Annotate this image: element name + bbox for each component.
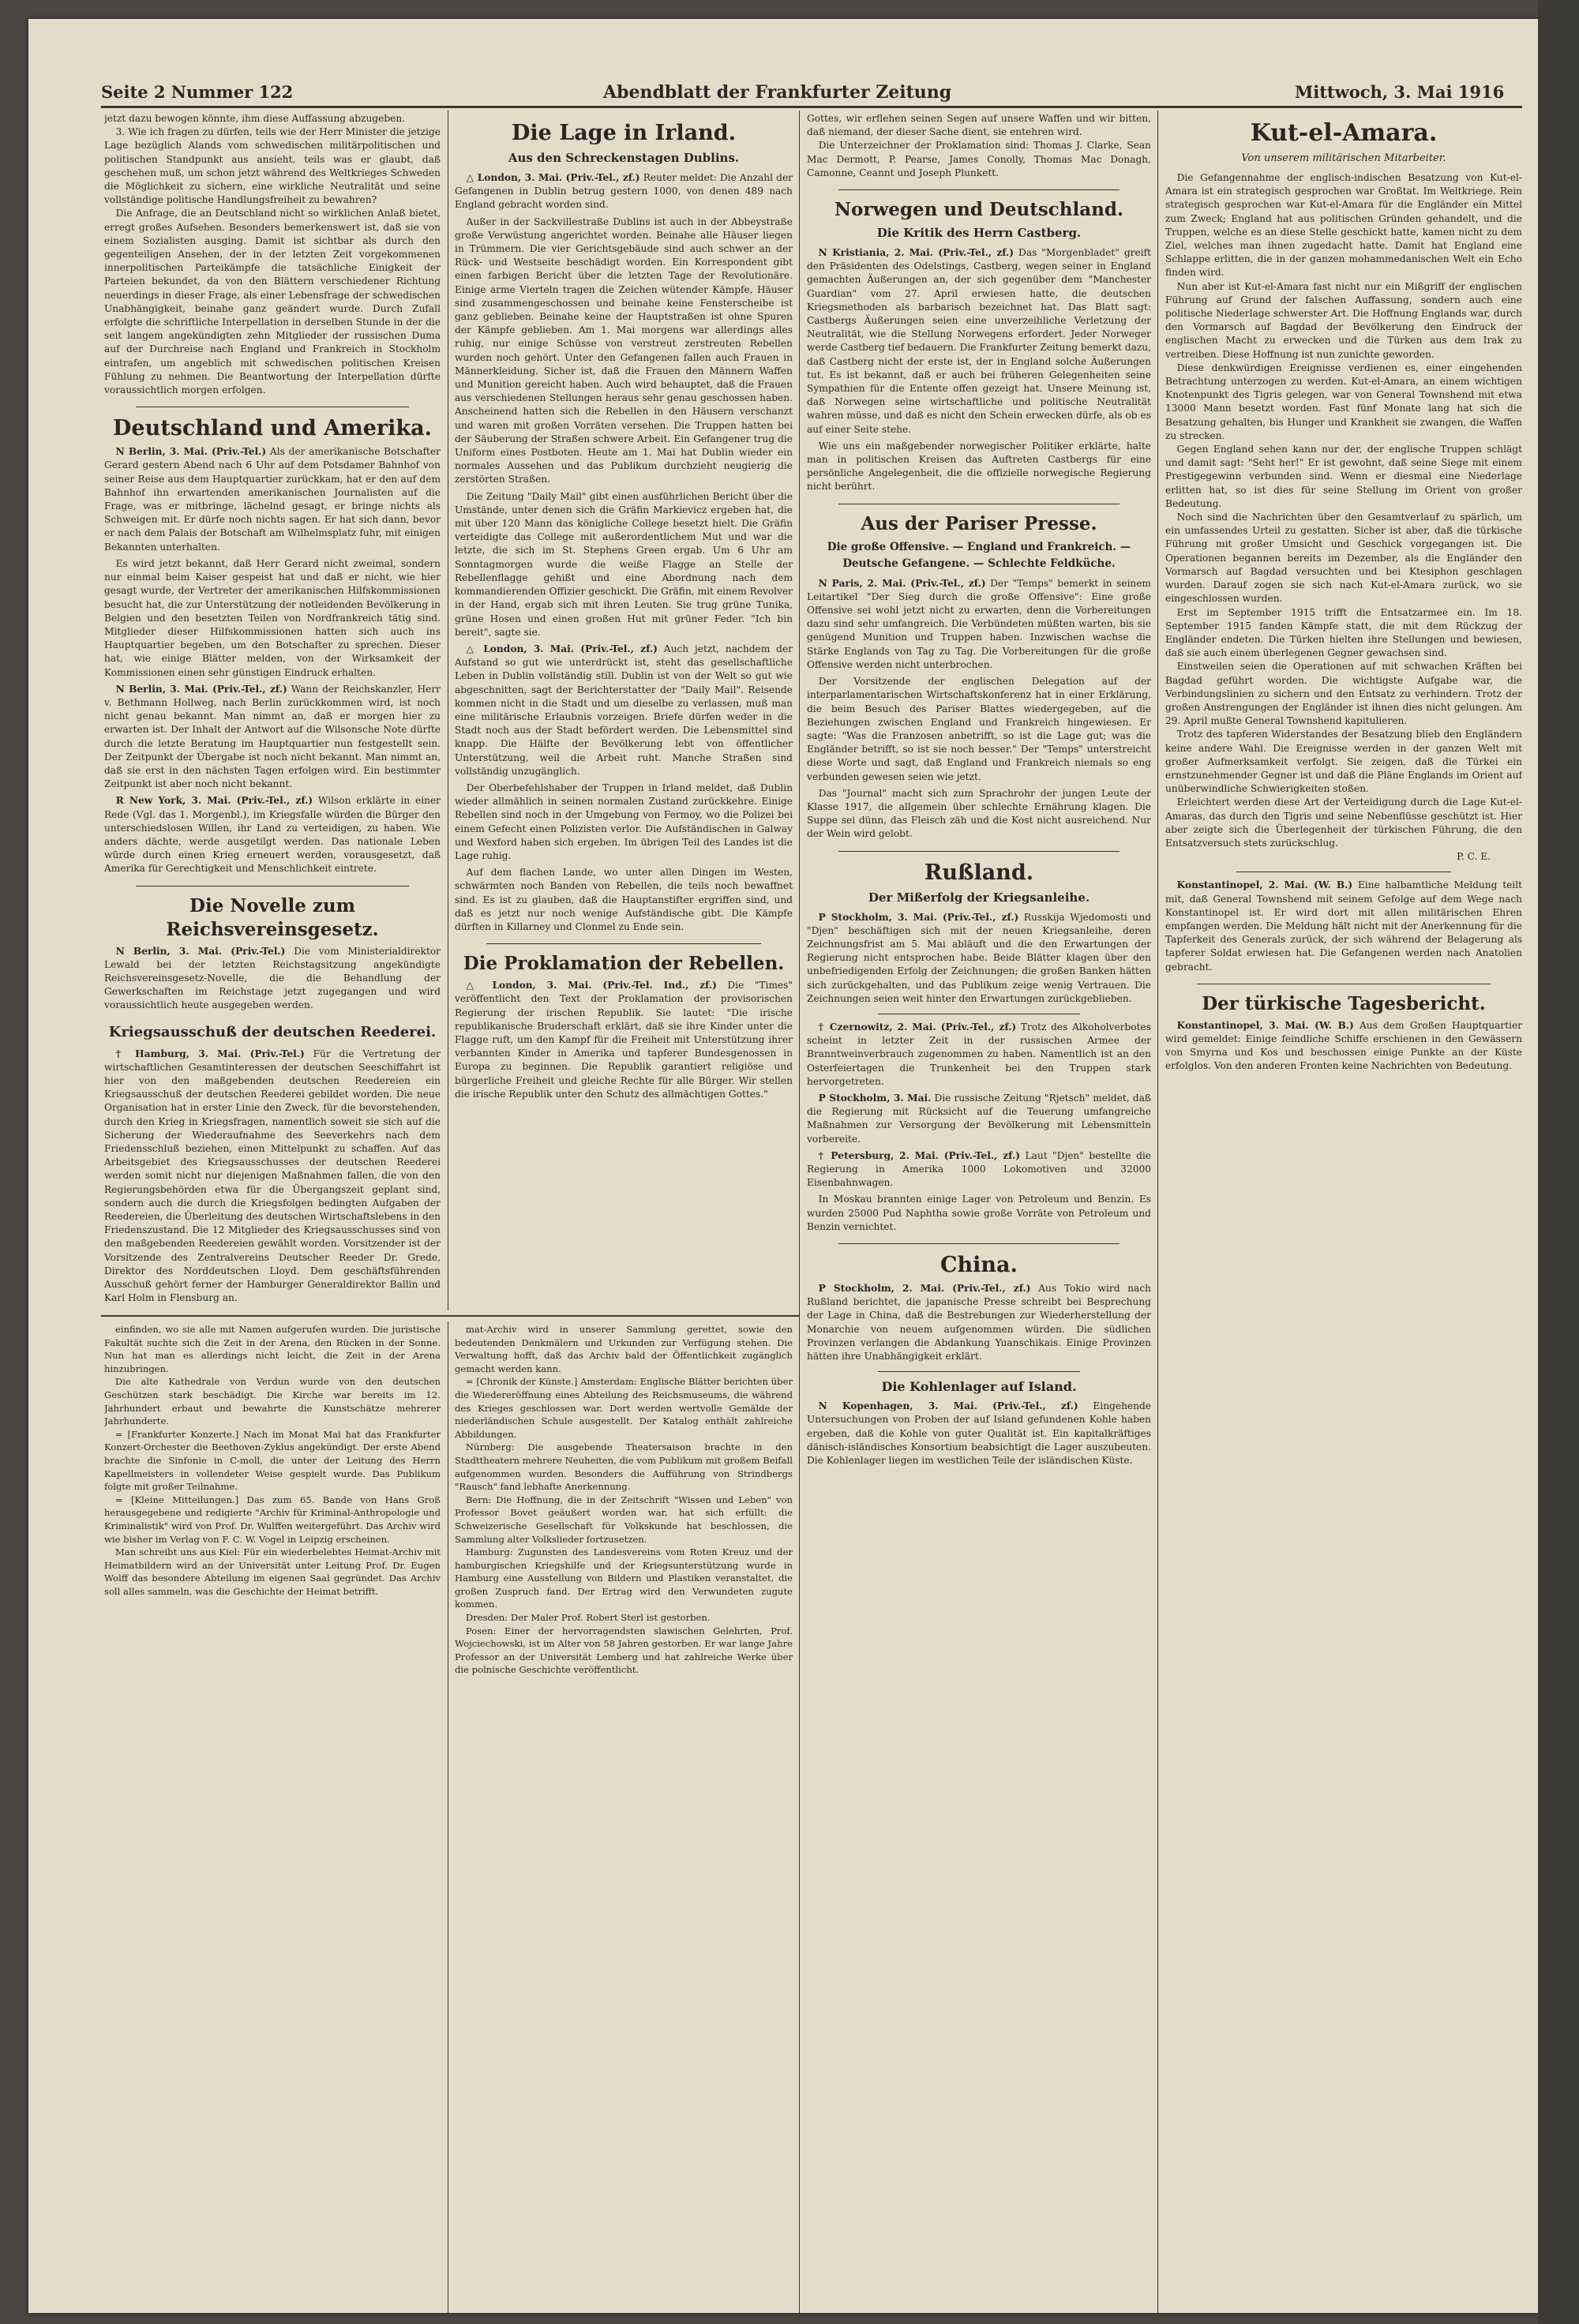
headline-proklamation: Die Proklamation der Rebellen.: [463, 953, 785, 975]
dateline: P Stockholm, 2. Mai. (Priv.-Tel., zf.): [818, 1283, 1031, 1294]
column-3: [807, 112, 1151, 2307]
dateline: N Paris, 2. Mai. (Priv.-Tel., zf.): [818, 577, 986, 589]
masthead-rule: [101, 106, 1522, 108]
dateline: † Hamburg, 3. Mai. (Priv.-Tel.): [115, 1048, 305, 1059]
article-text: Als der amerikanische Botschafter Gerard gestern Abend nach 6 Uhr auf dem Potsdamer Bahnhof von seiner Reise aus dem Hauptquartier zurückkam, hat er den auf dem Bahnhof ihn erwartenden amerikanischen Journalisten auf die Frage, was er mitbringe, lächelnd gesagt, er bringe nichts als Schweigen mit. Er dürfe noch nichts sagen. Er hat sich dann, bevor er nach dem Palais der Botschaft am Wilhelmsplatz fuhr, mit einigen Bekannten unterhalten.: [104, 446, 441, 553]
article-separator: [486, 943, 761, 944]
article-text: Auch jetzt, nachdem der Aufstand so gut wie unterdrückt ist, steht das gesellschaftliche Leben in Dublin vollständig still. Dublin ist von der Welt so gut wie abgeschnitten, sagt der Berichterstatter der "Daily Mail". Reisende kommen nicht in die Stadt und um dieselbe zu verlassen, muß man eine militärische Erlaubnis vorzeigen. Briefe dürfen weder in die Stadt noch aus der Stadt befördert werden. Die Lebensmittel sind knapp. Die Hälfte der Bevölkerung lebt von öffentlicher Unterstützung, weil die Arbeit ruht. Manche Straßen sind vollständig unzugänglich.: [455, 643, 793, 777]
feuilleton-paragraph: Nürnberg: Die ausgebende Theatersaison brachte in den Stadttheatern mehrere Neuheiten, die vom Publikum mit großem Beifall aufgenommen wurden. Besonders die Aufführung von Strindbergs "Rausch" fand lebhafte Anerkennung.: [455, 1441, 793, 1493]
dateline: † Petersburg, 2. Mai. (Priv.-Tel., zf.): [818, 1149, 1020, 1161]
dateline: N Kristiania, 2. Mai. (Priv.-Tel., zf.): [818, 247, 1015, 259]
headline-irland: Die Lage in Irland.: [512, 121, 736, 145]
dateline: △ London, 3. Mai. (Priv.-Tel., zf.): [466, 172, 640, 183]
dateline: N Berlin, 3. Mai. (Priv.-Tel.): [115, 446, 267, 458]
article-text: Der "Temps" bemerkt in seinem Leitartikel "Der Sieg durch die große Offensive": Eine große Offensive sei wohl jetzt nicht zu erwarten, denn die Vorbereitungen dazu sind sehr umfangreich. Die Verbündeten müßten warten, bis sie genügend Munition und Truppen haben. Inzwischen wachse die Stärke Englands von Tag zu Tag. Die Vorbereitungen für die große Offensive werden nicht unterbrochen.: [807, 577, 1151, 670]
feuilleton-paragraph: Man schreibt uns aus Kiel: Für ein wiederbelebtes Heimat-Archiv mit Heimatbildern wird an der Universität unter Leitung Prof. Dr. Eugen Wolff das besondere Abteilung im eigenen Saal gegründet. Das Archiv soll alles sammeln, was die Geschichte der Heimat betrifft.: [104, 1546, 441, 1597]
headline-tagesbericht: Der türkische Tagesbericht.: [1202, 992, 1486, 1014]
article-text: Eingehende Untersuchungen von Proben der auf Island gefundenen Kohle haben ergeben, daß die Kohle von guter Qualität ist. Ein kapitalkräftiges dänisch-isländisches Konsortium beabsichtigt die Lager auszubeuten. Die Kohlenlager liegen im westlichen Teile der isländischen Küste.: [807, 1400, 1151, 1467]
headline-pariser-presse: Aus der Pariser Presse.: [861, 512, 1097, 534]
headline-norwegen: Norwegen und Deutschland.: [835, 199, 1123, 221]
article-paragraph: Die Gefangennahme der englisch-indischen Besatzung von Kut-el-Amara ist ein strategisch gesprochen war Großtat. Im Weltkriege. Rein strategisch gesprochen war Kut-el-Amara für die Engländer ein Mittel zum Zweck; England hat aus politischen Gründen gehandelt, und die Truppen, welche es an diese Stelle geschickt hatte, kamen nicht zu dem Ziel, welches man ihnen zugedacht hatte. Damit hat England eine Schlappe erlitten, die in der ganzen mohammedanischen Welt ein Echo finden wird.: [1165, 172, 1522, 279]
column-rule: [1157, 111, 1158, 2313]
article-text: Trotz des Alkoholverbotes scheint in letzter Zeit in der russischen Armee der Branntweinverbrauch zugenommen zu haben. Namentlich ist an den Osterfeiertagen die Trunkenheit bei den Truppen stark hervorgetreten.: [807, 1021, 1151, 1087]
feuilleton-left: [104, 1323, 441, 2307]
headline-kut-el-amara: Kut-el-Amara.: [1250, 119, 1438, 147]
headline-reichsvereinsgesetz: Die Novelle zum Reichsvereinsgesetz.: [166, 894, 379, 940]
article-separator: [838, 1243, 1120, 1244]
article-text: Laut "Djen" bestellte die Regierung in Amerika 1000 Lokomotiven und 32000 Eisenbahnwagen.: [807, 1149, 1151, 1189]
article-separator: [878, 1371, 1080, 1372]
signature: P. C. E.: [1457, 851, 1491, 863]
feuilleton-paragraph: Posen: Einer der hervorragendsten slawischen Gelehrten, Prof. Wojciechowski, ist im Alter von 58 Jahren gestorben. Er war lange Jahre Professor an der Universität Lemberg und hat zahlreiche Werke über die polnische Geschichte veröffentlicht.: [455, 1625, 793, 1676]
article-text: Die russische Zeitung "Rjetsch" meldet, daß die Regierung mit Rücksicht auf die Teuerung umfangreiche Maßnahmen zur Versorgung der Bevölkerung mit Lebensmitteln vorbereite.: [807, 1092, 1151, 1145]
headline-china: China.: [940, 1253, 1018, 1277]
dateline: △ London, 3. Mai. (Priv.-Tel., zf.): [466, 643, 658, 654]
feuilleton-paragraph: = [Chronik der Künste.] Amsterdam: Englische Blätter berichten über die Wiedereröffnung eines Abteilung des Reichsmuseums, die während des Krieges geschlossen war. Dort werden wertvolle Gemälde der niederländischen Schule ausgestellt. Der Katalog enthält zahlreiche Abbildungen.: [455, 1376, 793, 1440]
intro-paragraph: Die Anfrage, die an Deutschland nicht so wirklichen Anlaß bietet, erregt großes Aufsehen. Besonders bemerkenswert ist, daß sie von einem Sozialisten ausging. Damit ist sichtbar als durch den gegenteiligen Ansehen, der in der letzten Zeit vorgekommenen innerpolitischen Parteikämpfe die tatsächliche Einigkeit der Parteien bekundet, da von den Blättern verschiedener Richtung neuerdings in dieser Frage, als einer Lebensfrage der schwedischen Unabhängigkeit, beinahe ganz geändert wurde. Durch Zufall erfolgte die schriftliche Interpellation in derselben Stunde in der die seit langem angekündigten zehn Mitglieder der russischen Duma auf der Durchreise nach England und Frankreich in Stockholm eintrafen, um angeblich mit schwedischen politischen Kreisen Fühlung zu nehmen. Die Beantwortung der Interpellation dürfte voraussichtlich morgen erfolgen.: [104, 208, 441, 396]
feuilleton-paragraph: Bern: Die Hoffnung, die in der Zeitschrift "Wissen und Leben" von Professor Bovet geäußert worden war, hat sich erfüllt: die Schweizerische Gesellschaft für Volkskunde hat beschlossen, die Sammlung alter Volkslieder fortzusetzen.: [455, 1494, 793, 1545]
column-1: [104, 112, 441, 1310]
dateline: N Kopenhagen, 3. Mai. (Priv.-Tel., zf.): [818, 1400, 1078, 1412]
article-text: Aus dem Großen Hauptquartier wird gemeldet: Einige feindliche Schiffe erschienen in den Gewässern von Smyrna und Kos und beschossen einige Punkte an der Küste erfolglos. Von den anderen Fronten keine Nachrichten von Bedeutung.: [1165, 1019, 1522, 1072]
newspaper-page: [28, 19, 1538, 2313]
intro-paragraph: 3. Wie ich fragen zu dürfen, teils wie der Herr Minister die jetzige Lage bezüglich Alands vom schwedischen militärpolitischen und politischen Standpunkt aus ansieht, teils was er glaubt, daß geschehen muß, um schon jetzt während des Weltkrieges Schweden die Möglichkeit zu sichern, eine wirkliche Neutralität und seine vollständige politische Handlungsfreiheit zu bewahren?: [104, 126, 441, 206]
feuilleton-paragraph: einfinden, wo sie alle mit Namen aufgerufen wurden. Die juristische Fakultät suchte sich die Zeit in der Arena, den Rücken in der Sonne. Nun hat man es allerdings nicht leicht, die Zeit in der Arena hinzubringen.: [104, 1324, 441, 1374]
article-paragraph: Noch sind die Nachrichten über den Gesamtverlauf zu spärlich, um ein umfassendes Urteil zu gestatten. Sicher ist aber, daß die türkische Führung mit großer Umsicht und Geschick vorgegangen ist. Die Operationen begannen bereits im Dezember, als die Engländer den Vormarsch auf Bagdad versuchten und bei Ktesiphon geschlagen wurden. Darauf zogen sie sich nach Kut-el-Amara zurück, wo sie eingeschlossen wurden.: [1165, 512, 1522, 605]
article-text: Die vom Ministerialdirektor Lewald bei der letzten Reichstagsitzung angekündigte Reichsvereinsgesetz-Novelle, die die Behandlung der Gewerkschaften im Reichstage jetzt zugegangen und wird voraussichtlich heute ausgegeben werden.: [104, 945, 441, 1011]
feuilleton-paragraph: = [Frankfurter Konzerte.] Nach im Monat Mai hat das Frankfurter Konzert-Orchester die Beethoven-Zyklus angekündigt. Der erste Abend brachte die Sinfonie in C-moll, die unter der Leitung des Herrn Kapellmeisters in vollendeter Weise gespielt wurde. Das Publikum folgte mit großer Teilnahme.: [104, 1428, 441, 1493]
intro-paragraph: Die Unterzeichner der Proklamation sind: Thomas J. Clarke, Sean Mac Dermott, P. Pearse, James Conolly, Thomas Mac Donagh, Camonne, Ceannt und Joseph Plunkett.: [807, 140, 1151, 178]
dateline: △ London, 3. Mai. (Priv.-Tel. Ind., zf.): [466, 980, 717, 991]
article-text: Russkija Wjedomosti und "Djen" beschäftigen sich mit der neuen Kriegsanleihe, deren Zeichnungsfrist am 5. Mai abläuft und die den Erwartungen der Regierung nicht entsprochen habe. Beide Blätter klagen über den unbefriedigenden Erfolg der Zeichnungen; die großen Banken hätten sich zurückgehalten, und das Publikum zeige wenig Vertrauen. Die Zeichnungen seien weit hinter den Erwartungen zurückgeblieben.: [807, 911, 1151, 1004]
article-separator: [838, 189, 1120, 190]
issue-date: Mittwoch, 3. Mai 1916: [1295, 82, 1505, 102]
article-text: Für die Vertretung der wirtschaftlichen Gesamtinteressen der deutschen Seeschiffahrt ist hier von den maßgebenden deutschen Reedereien ein Kriegsausschuß der deutschen Reederei gebildet worden. Die neue Organisation hat in erster Linie den Zweck, für die bevorstehenden, durch den Krieg in Kriegsfragen, namentlich soweit sie sich auf die Sicherung der Wiederaufnahme des Seeverkehrs nach dem Friedensschluß beziehen, einen Mittelpunkt zu schaffen. Auf das Arbeitsgebiet des Kriegsausschusses der deutschen Reederei werden somit nicht nur diejenigen Maßnahmen fallen, die von den Regierungsbehörden etwa für die Übergangszeit geplant sind, sondern auch die durch die Kriegsfolgen bedingten Aufgaben der Reedereien, die Überleitung des deutschen Wirtschaftslebens in den Friedenszustand. Die 12 Mitglieder des Kriegsausschusses sind von den maßgebenden Reedereien gewählt worden. Vorsitzender ist der Vorsitzende des Zentralvereins Deutscher Reeder Dr. Grede, Direktor des Norddeutschen Lloyd. Dem geschäftsführenden Ausschuß gehört ferner der Hamburger Generaldirektor Ballin und Karl Holm in Flensburg an.: [104, 1048, 441, 1304]
subhead-pariser-presse: Die große Offensive. — England und Frankreich. — Deutsche Gefangene. — Schlechte Feldküche.: [827, 540, 1131, 570]
article-paragraph: Erleichtert werden diese Art der Verteidigung durch die Lage Kut-el-Amaras, das durch den Tigris und seine Nebenflüsse geschützt ist. Hier aber zeigte sich die Überlegenheit der türkischen Führung, die den Entsatzversuch stets zurückschlug.: [1165, 797, 1522, 849]
article-text: Eine halbamtliche Meldung teilt mit, daß General Townshend mit seinem Gefolge auf dem Wege nach Konstantinopel ist. Er wird dort mit allen militärischen Ehren empfangen werden. Die Meldung hält nicht mit der Anerkennung für die Tapferkeit des Generals zurück, der sich während der Belagerung als tapferer Soldat erwiesen hat. Die Gefangenen werden nach Anatolien gebracht.: [1165, 879, 1522, 973]
intro-paragraph: jetzt dazu bewogen könnte, ihm diese Auffassung abzugeben.: [104, 113, 406, 124]
dateline: Konstantinopel, 2. Mai. (W. B.): [1176, 879, 1353, 891]
headline-kohlenlager: Die Kohlenlager auf Island.: [881, 1379, 1077, 1395]
book-spine: [1538, 0, 1579, 2324]
column-2: [455, 112, 793, 1310]
article-paragraph: Nun aber ist Kut-el-Amara fast nicht nur ein Mißgriff der englischen Führung auf Grund der falschen Auffassung, sondern auch eine politische Niederlage schwerster Art. Die Hoffnung Englands war, durch den Vormarsch auf Bagdad der Bevölkerung den Eindruck der englischen Macht zu erwecken und die Türken aus dem Irak zu vertreiben. Diese Hoffnung ist nun zunichte geworden.: [1165, 280, 1522, 360]
article-text: Reuter meldet: Die Anzahl der Gefangenen in Dublin betrug gestern 1000, von denen 489 nach England gebracht worden sind.: [455, 172, 793, 211]
headline-reederei: Kriegsausschuß der deutschen Reederei.: [108, 1023, 437, 1040]
byline: Von unserem militärischen Mitarbeiter.: [1241, 152, 1446, 164]
dateline: Konstantinopel, 3. Mai. (W. B.): [1176, 1019, 1354, 1031]
article-text: In Moskau brannten einige Lager von Petroleum und Benzin. Es wurden 25000 Pud Naphtha sowie große Vorräte von Petroleum und Benzin vernichtet.: [807, 1194, 1151, 1232]
feuilleton-paragraph: Die alte Kathedrale von Verdun wurde von den deutschen Geschützen stark beschädigt. Die Kirche war bereits im 12. Jahrhundert erbaut und bewahrte die Kunstschätze mehrerer Jahrhunderte.: [104, 1376, 441, 1427]
feuilleton-right: [455, 1323, 793, 2307]
dateline: P Stockholm, 3. Mai.: [818, 1092, 932, 1104]
article-text: Das "Journal" macht sich zum Sprachrohr der jungen Leute der Klasse 1917, die allgemein über schlechte Ernährung klagen. Die Suppe sei dünn, das Fleisch zäh und die Kost nicht ausreichend. Nur der Wein wird gelobt.: [807, 787, 1151, 840]
article-text: Es wird jetzt bekannt, daß Herr Gerard nicht zweimal, sondern nur einmal beim Kaiser gespeist hat und daß er nicht, wie hier gesagt wurde, der Vertreter der amerikanischen Hilfskommissionen besucht hat, die zur Unterstützung der notleidenden Bevölkerung in Belgien und den besetzten Teilen von Nordfrankreich tätig sind. Mitglieder dieser Hilfskommissionen hatten sich auch ins Hauptquartier begeben, um den Botschafter zu sprechen. Dieser hat, wie einige Blätter melden, von der Wirksamkeit der Kommissionen einen sehr günstigen Eindruck erhalten.: [104, 557, 441, 678]
article-text: Das "Morgenbladet" greift den Präsidenten des Odelstings, Castberg, wegen seiner in England gemachten Äußerungen an, der sich gegenüber dem "Manchester Guardian" vom 27. April erwiesen hatte, die deutschen Kriegsmethoden als barbarisch bezeichnet hat. Das Blatt sagt: Castbergs Äußerungen seien eine unverzeihliche Verletzung der Neutralität, wie die Stellung Norwegens erfordert. Jeder Norweger werde Castberg tief bedauern. Die Frankfurter Zeitung bemerkt dazu, daß Castberg nicht der erste ist, der in England solche Äußerungen tut. Es ist bekannt, daß er auch bei früheren Gelegenheiten seine Sympathien für die Entente offen gezeigt hat. Unsere Meinung ist, daß Norwegen seine wirtschaftliche und politische Neutralität wahren müsse, und daß es nicht den Schein erwecken dürfe, als ob es auf einer Seite stehe.: [807, 247, 1151, 435]
subhead-dublin: Aus den Schreckenstagen Dublins.: [508, 151, 740, 165]
feuilleton-paragraph: Dresden: Der Maler Prof. Robert Sterl ist gestorben.: [465, 1612, 711, 1624]
article-paragraph: Gegen England sehen kann nur der, der englische Truppen schlägt und damit sagt: "Seht her!" Er ist gewohnt, daß seine Siege mit einem Prestigegewinn verbunden sind. Wenn er diesmal eine Niederlage erlitten hat, so ist dies für seine Stellung im Orient von großer Bedeutung.: [1165, 444, 1522, 509]
article-paragraph: Einstweilen seien die Operationen auf mit schwachen Kräften bei Bagdad geführt worden. Die wichtigste Aufgabe war, die Verbindungslinien zu sichern und den Entsatz zu verhindern. Trotz der großen Anstrengungen der Engländer ist ihnen dies nicht gelungen. Am 29. April mußte General Townshend kapitulieren.: [1165, 661, 1522, 727]
subhead-castberg: Die Kritik des Herrn Castberg.: [876, 226, 1082, 241]
paper-name: Abendblatt der Frankfurter Zeitung: [603, 82, 952, 103]
article-separator: [838, 851, 1120, 852]
page-label: Seite 2 Nummer 122: [101, 82, 294, 102]
feuilleton-paragraph: mat-Archiv wird in unserer Sammlung gerettet, sowie den bedeutenden Denkmälern und Urkunden zur Verfügung stehen. Die Verwaltung hofft, daß das Archiv bald der Öffentlichkeit zugänglich gemacht werden kann.: [455, 1324, 793, 1374]
article-paragraph: Diese denkwürdigen Ereignisse verdienen es, einer eingehenden Betrachtung unterzogen zu werden. Kut-el-Amara, an einem wichtigen Knotenpunkt des Tigris gelegen, war von General Townshend mit etwa 13000 Mann besetzt worden. Fast fünf Monate lang hat sich die Besatzung gehalten, bis Hunger und Krankheit sie zwangen, die Waffen zu strecken.: [1165, 362, 1522, 441]
article-paragraph: Erst im September 1915 trifft die Entsatzarmee ein. Im 18. September 1915 fanden Kämpfe statt, die mit dem Rückzug der Engländer endeten. Die Türken hielten ihre Stellungen und bewiesen, daß sie auch einem überlegenen Gegner gewachsen sind.: [1165, 606, 1522, 659]
dateline: P Stockholm, 3. Mai. (Priv.-Tel., zf.): [818, 911, 1019, 923]
dateline: N Berlin, 3. Mai. (Priv.-Tel., zf.): [115, 683, 287, 695]
dateline: † Czernowitz, 2. Mai. (Priv.-Tel., zf.): [818, 1021, 1017, 1033]
article-text: Der Oberbefehlshaber der Truppen in Irland meldet, daß Dublin wieder allmählich in seinen normalen Zustand zurückkehre. Einige Rebellen sind noch in der Umgebung von Fermoy, wo die Polizei bei einem Gefecht einen Polizisten verlor. Die Aufständischen in Galway und Wexford haben sich ergeben. Im übrigen Teil des Landes ist die Lage ruhig.: [455, 782, 793, 861]
column-4: [1165, 112, 1522, 2307]
column-rule: [799, 111, 800, 2313]
dateline: N Berlin, 3. Mai. (Priv.-Tel.): [115, 945, 286, 957]
headline-deutschland-amerika: Deutschland und Amerika.: [113, 416, 432, 441]
article-text: Wann der Reichskanzler, Herr v. Bethmann Hollweg, nach Berlin zurückkommen wird, ist noch nicht genau bekannt. Man nimmt an, daß er morgen hier zu erwarten ist. Der Inhalt der Antwort auf die Wilsonsche Note dürfte durch die letzte Beratung im Hauptquartier nun festgestellt sein. Der Zeitpunkt der Übergabe ist noch nicht bekannt. Man nimmt an, daß sie erst in den nächsten Tagen erfolgen wird. Ein bestimmter Zeitpunkt ist aber noch nicht bekannt.: [104, 683, 441, 790]
article-text: Die Zeitung "Daily Mail" gibt einen ausführlichen Bericht über die Umstände, unter denen sich die Gräfin Markievicz ergeben hat, die mit über 120 Mann das königliche College besetzt hielt. Die Gräfin verteidigte das College mit außerordentlichem Mut und war die letzte, die sich im St. Stephens Green ergab. Um 6 Uhr am Sonntagmorgen wurde die weiße Flagge an Stelle der Rebellenflagge gehißt und eine Abordnung nach dem kommandierenden Offizier geschickt. Die Gräfin, mit einem Revolver in der Hand, ergab sich mit ihren Leuten. Sie trug grüne Tunika, grüne Hosen und einen großen Hut mit grüner Feder. "Ich bin bereit", sagte sie.: [455, 490, 793, 638]
headline-russland: Rußland.: [924, 860, 1034, 885]
feuilleton-paragraph: Hamburg: Zugunsten des Landesvereins vom Roten Kreuz und der hamburgischen Kriegshilfe und der Kriegsunterstützung wurde in Hamburg eine Ausstellung von Bildern und Plastiken veranstaltet, die großen Zuspruch fand. Der Ertrag wird den Verwundeten zugute kommen.: [455, 1546, 793, 1610]
article-text: Wilson erklärte in einer Rede (Vgl. das 1. Morgenbl.), im Kriegsfalle würden die Bürger den unterschiedslosen Willen, ihr Land zu verteidigen, zu haben. Wie anders dächte, werde ausgetilgt werden. Das nationale Leben würde durch einen Krieg erneuert werden, vorausgesetzt, daß Amerika für Gerechtigkeit und Menschlichkeit eintrete.: [104, 795, 441, 875]
article-text: Die "Times" veröffentlicht den Text der Proklamation der provisorischen Regierung der irischen Republik. Sie lautet: "Die irische republikanische Bruderschaft erklärt, daß sie ihre Kinder unter die Flagge ruft, um den Kampf für die Freiheit mit Unterstützung ihrer verbannten Kinder in Amerika und tapferer Bundesgenossen in Europa zu beginnen. Die Republik garantiert religiöse und bürgerliche Freiheit und gleiche Rechte für alle Bürger. Wir stellen die irische Republik unter den Schutz des allmächtigen Gottes.": [455, 980, 793, 1100]
article-paragraph: Trotz des tapferen Widerstandes der Besatzung blieb den Engländern keine andere Wahl. Die Ereignisse werden in der ganzen Welt mit großer Aufmerksamkeit verfolgt. Sie zeigen, daß die Türkei ein ernstzunehmender Gegner ist und daß die Pläne Englands im Orient auf unüberwindliche Schwierigkeiten stoßen.: [1165, 729, 1522, 795]
article-text: Wie uns ein maßgebender norwegischer Politiker erklärte, halte man in politischen Kreisen das Auftreten Castbergs für eine persönliche Angelegenheit, die die offizielle norwegische Regierung nicht berührt.: [807, 440, 1151, 493]
feuilleton-rule: [101, 1315, 799, 1317]
intro-paragraph: Gottes, wir erflehen seinen Segen auf unsere Waffen und wir bitten, daß niemand, der dieser Sache dient, sie entehren wird.: [807, 113, 1151, 138]
article-text: Aus Tokio wird nach Rußland berichtet, die japanische Presse schreibt bei Besprechung der Lage in China, daß die Bestrebungen zur Wiederherstellung der Monarchie von neuem aufgenommen würden. Die südlichen Provinzen verlangen die Abdankung Yuanschikais. Einige Provinzen hätten ihre Unabhängigkeit erklärt.: [807, 1283, 1151, 1363]
dateline: R New York, 3. Mai. (Priv.-Tel., zf.): [115, 795, 313, 807]
article-text: Der Vorsitzende der englischen Delegation auf der interparlamentarischen Wirtschaftskonferenz hat in einer Erklärung, die beim Besuch des Pariser Blattes wiedergegeben, auf die Beziehungen zwischen England und Frankreich hingewiesen. Er sagte: "Was die Franzosen anbetrifft, so ist die Lage gut; was die Engländer betrifft, so ist sie noch besser." Der "Temps" unterstreicht diese Worte und sagt, daß England und Frankreich niemals so eng verbunden gewesen seien wie jetzt.: [807, 676, 1151, 782]
article-text: Auf dem flachen Lande, wo unter allen Dingen im Westen, schwärmten noch Banden von Rebellen, die teils noch bewaffnet sind. Es ist zu glauben, daß die Hauptanstifter ergriffen sind, und daß es jetzt nur noch wenige Aufständische gibt. Die Kämpfe dürften in Killarney und Clonmel zu Ende sein.: [455, 867, 793, 932]
article-text: Außer in der Sackvillestraße Dublins ist auch in der Abbeystraße große Verwüstung angerichtet worden. Beinahe alle Häuser liegen in Trümmern. Die vier Gerichtsgebäude sind auch schwer an der Rück- und Westseite beschädigt worden. Ein Korrespondent gibt einen farbigen Bericht über die letzten Tage der Revolutionäre. Einige arme Vierteln tragen die Zeichen wütender Kämpfe, Häuser sind zusammengeschossen und beinahe keine Fensterscheibe ist ganz geblieben. Beinahe keine der Hauptstraßen ist ohne Spuren der Kämpfe geblieben. Am 1. Mai morgens war allerdings alles ruhig, nur einige Schüsse von verstreut zerstreuten Rebellen wurden noch gehört. Unter den Gefangenen fallen auch Frauen in Männerkleidung. Sicher ist, daß die Frauen den Männern Waffen und Munition gereicht haben. Auch wird behauptet, daß die Frauen aus verschiedenen Stellungen heraus sehr genau geschossen haben. Anscheinend hatten sich die Rebellen in den Häusern verschanzt und waren mit großen Vorräten versehen. Die Truppen hatten bei der Säuberung der Straßen schwere Arbeit. Ein Gefangener trug die Uniform eines Postboten. Heute am 1. Mai hat Dublin wieder ein normales Aussehen und das Publikum durchzieht neugierig die zerstörten Straßen.: [455, 216, 793, 485]
subhead-kriegsanleihe: Der Mißerfolg der Kriegsanleihe.: [868, 890, 1090, 905]
feuilleton-paragraph: = [Kleine Mitteilungen.] Das zum 65. Bande von Hans Groß herausgegebene und redigierte "Archiv für Kriminal-Anthropologie und Kriminalistik" wird von Prof. Dr. Wulffen weitergeführt. Das Archiv wird wie bisher im Verlag von F. C. W. Vogel in Leipzig erscheinen.: [104, 1494, 441, 1545]
